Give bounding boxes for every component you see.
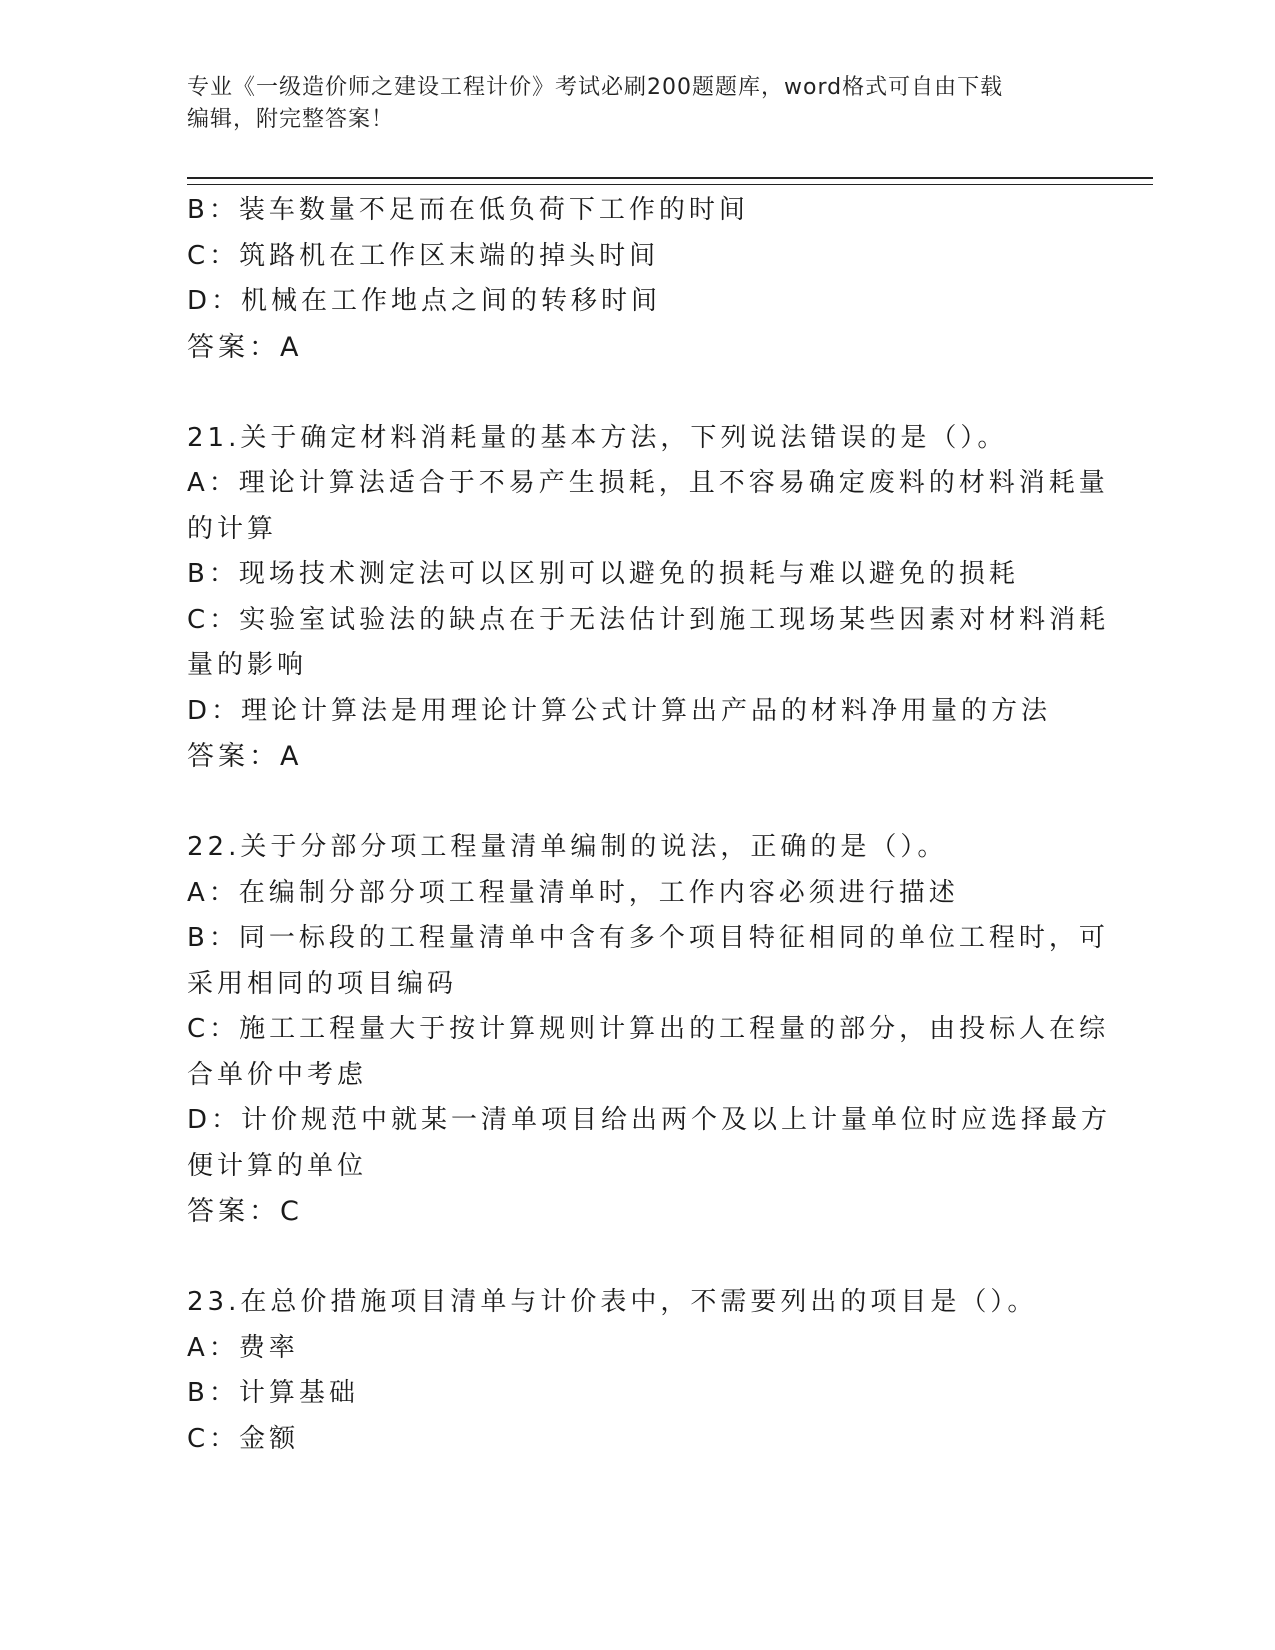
spacer [187, 370, 1087, 416]
option-line: C：实验室试验法的缺点在于无法估计到施工现场某些因素对材料消耗 [187, 604, 1110, 635]
option-line: 合单价中考虑 [187, 1059, 368, 1090]
option-line: A：在编制分部分项工程量清单时，工作内容必须进行描述 [187, 877, 959, 908]
header-line-2: 编辑，附完整答案！ [187, 107, 395, 132]
option-a: A：费率 [187, 1332, 299, 1363]
option-c: C：筑路机在工作区末端的掉头时间 [187, 240, 660, 271]
answer: 答案：C [187, 1196, 303, 1227]
option-d: D：机械在工作地点之间的转移时间 [187, 286, 662, 316]
option-line: 的计算 [187, 513, 278, 544]
question-stem: 23.在总价措施项目清单与计价表中，不需要列出的项目是（）。 [187, 1287, 1038, 1317]
header-line-1: 专业《一级造价师之建设工程计价》考试必刷200题题库，word格式可自由下载 [187, 75, 1004, 100]
option-line: A：理论计算法适合于不易产生损耗，且不容易确定废料的材料消耗量 [187, 468, 1109, 498]
option-b: B：装车数量不足而在低负荷下工作的时间 [187, 195, 749, 225]
question-stem: 21.关于确定材料消耗量的基本方法，下列说法错误的是（）。 [187, 422, 1008, 453]
question-21 [187, 416, 1110, 780]
option-line: D：理论计算法是用理论计算公式计算出产品的材料净用量的方法 [187, 695, 1052, 726]
option-line: B：现场技术测定法可以区别可以避免的损耗与难以避免的损耗 [187, 559, 1019, 589]
option-line: 便计算的单位 [187, 1150, 368, 1181]
option-line: D：计价规范中就某一清单项目给出两个及以上计量单位时应选择最方 [187, 1105, 1112, 1135]
header-divider [187, 177, 1153, 185]
document-header [187, 72, 1087, 136]
question-partial [187, 188, 1087, 370]
question-22 [187, 825, 1112, 1235]
option-c: C：金额 [187, 1423, 300, 1454]
answer: 答案：A [187, 331, 303, 363]
spacer [187, 780, 1087, 826]
question-list [187, 188, 1112, 1462]
option-b: B：计算基础 [187, 1378, 359, 1408]
option-line: 采用相同的项目编码 [187, 968, 458, 999]
option-line: 量的影响 [187, 650, 308, 680]
answer: 答案：A [187, 741, 303, 772]
option-line: C：施工工程量大于按计算规则计算出的工程量的部分，由投标人在综 [187, 1014, 1110, 1044]
question-stem: 22.关于分部分项工程量清单编制的说法，正确的是（）。 [187, 832, 948, 862]
spacer [187, 1235, 1087, 1281]
question-23 [187, 1280, 1087, 1462]
option-line: B：同一标段的工程量清单中含有多个项目特征相同的单位工程时，可 [187, 923, 1109, 953]
